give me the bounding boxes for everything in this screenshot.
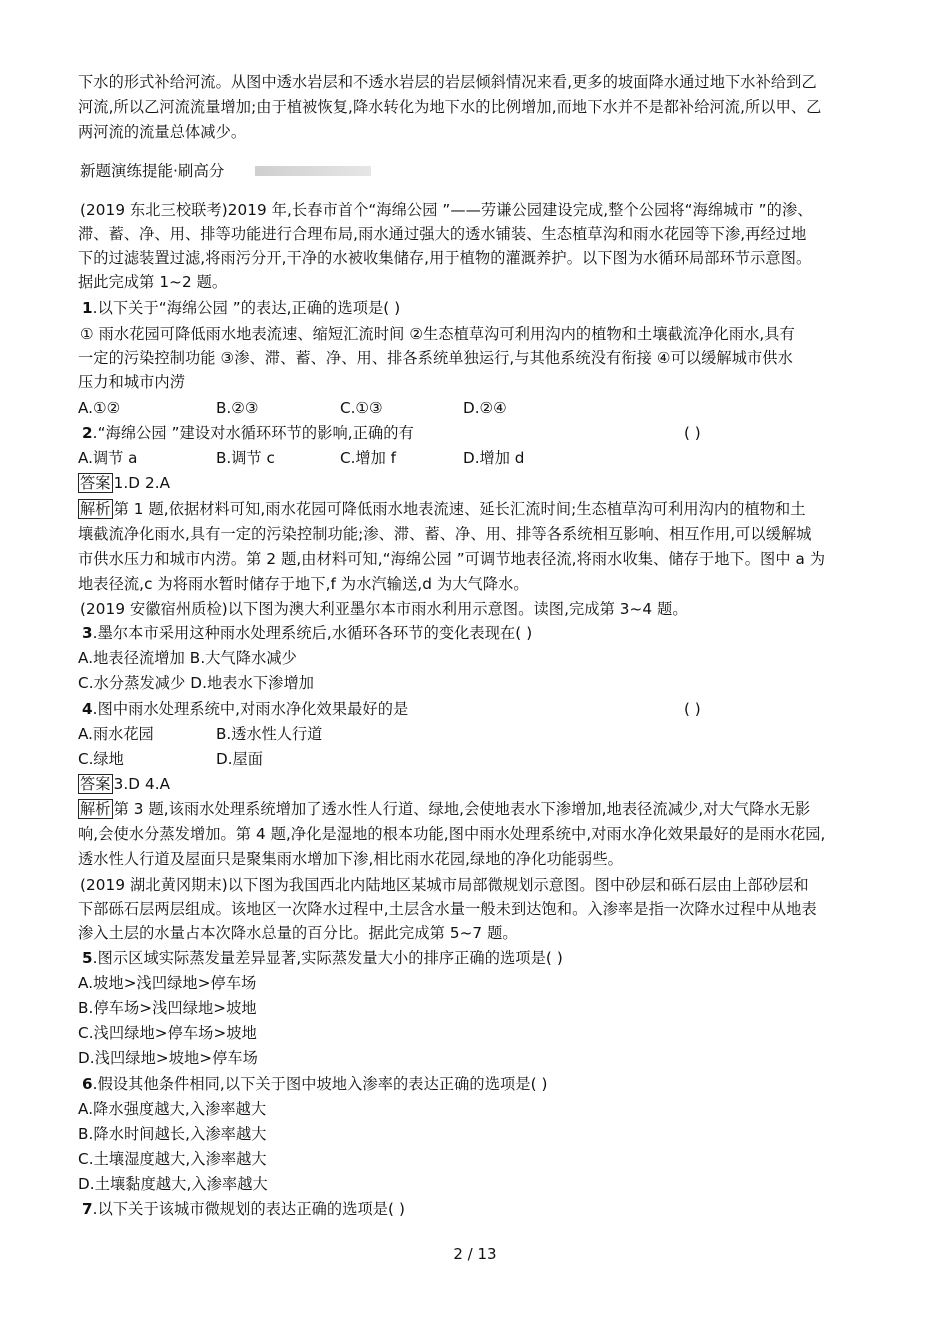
analysis-text: 第 3 题,该雨水处理系统增加了透水性人行道、绿地,会使地表水下渗增加,地表径流减少,对大气降水无影 bbox=[113, 800, 811, 818]
question-2-option-c: C.增加 f bbox=[340, 449, 396, 467]
question-3-stem bbox=[82, 622, 532, 644]
answer-3-4 bbox=[78, 773, 170, 795]
question-text: .以下关于该城市微规划的表达正确的选项是( ) bbox=[92, 1200, 406, 1218]
question-6-option-a: A.降水强度越大,入渗率越大 bbox=[78, 1100, 267, 1118]
question-4-option-b: B.透水性人行道 bbox=[216, 725, 323, 743]
intro-line-1: 下水的形式补给河流。从图中透水岩层和不透水岩层的岩层倾斜情况来看,更多的坡面降水通过地下水补给到乙 bbox=[78, 73, 817, 91]
question-1-option-c: C.①③ bbox=[340, 399, 383, 417]
passage-1-line-4: 据此完成第 1~2 题。 bbox=[78, 273, 228, 291]
section-title: 新题演练提能·刷高分 bbox=[80, 162, 225, 180]
passage-3-line-2: 下部砾石层两层组成。该地区一次降水过程中,土层含水量一般未到达饱和。入渗率是指一次降水过程中从地表 bbox=[78, 900, 817, 918]
question-3-options-2: C.水分蒸发减少 D.地表水下渗增加 bbox=[78, 674, 315, 692]
question-1-option-d: D.②④ bbox=[463, 399, 507, 417]
answer-1-2 bbox=[78, 472, 170, 494]
question-5-option-d: D.浅凹绿地>坡地>停车场 bbox=[78, 1049, 258, 1067]
section-title-bar bbox=[255, 166, 371, 176]
question-5-option-a: A.坡地>浅凹绿地>停车场 bbox=[78, 974, 257, 992]
question-number: 4 bbox=[82, 700, 93, 718]
question-6-option-d: D.土壤黏度越大,入渗率越大 bbox=[78, 1175, 268, 1193]
analysis-1-2-line-2: 壤截流净化雨水,具有一定的污染控制功能;渗、滞、蓄、净、用、排等各系统相互影响、相互作用,可以缓解城 bbox=[78, 525, 812, 543]
intro-line-2: 河流,所以乙河流流量增加;由于植被恢复,降水转化为地下水的比例增加,而地下水并不是都补给河流,所以甲、乙 bbox=[78, 98, 822, 116]
question-4-option-c: C.绿地 bbox=[78, 750, 124, 768]
question-4-option-d: D.屋面 bbox=[216, 750, 263, 768]
passage-3-line-3: 渗入土层的水量占本次降水总量的百分比。据此完成第 5~7 题。 bbox=[78, 924, 518, 942]
question-1-statements-2: 一定的污染控制功能 ③渗、滞、蓄、净、用、排各系统单独运行,与其他系统没有衔接 ④可以缓解城市供水 bbox=[78, 349, 793, 367]
passage-1-line-1: (2019 东北三校联考)2019 年,长春市首个“海绵公园 ”——劳谦公园建设完成,整个公园将“海绵城市 ”的渗、 bbox=[80, 201, 813, 219]
analysis-text: 第 1 题,依据材料可知,雨水花园可降低雨水地表流速、延长汇流时间;生态植草沟可利用沟内的植物和土 bbox=[113, 500, 806, 518]
analysis-3-4-line-3: 透水性人行道及屋面只是聚集雨水增加下渗,相比雨水花园,绿地的净化功能弱些。 bbox=[78, 850, 623, 868]
question-2-answer-blank: ( ) bbox=[684, 424, 701, 442]
question-5-stem bbox=[82, 947, 563, 969]
question-6-stem bbox=[82, 1073, 548, 1095]
question-text: .假设其他条件相同,以下关于图中坡地入渗率的表达正确的选项是( ) bbox=[92, 1075, 548, 1093]
answer-label: 答案 bbox=[80, 775, 111, 793]
question-1-stem bbox=[82, 297, 400, 319]
question-text: .墨尔本市采用这种雨水处理系统后,水循环各环节的变化表现在( ) bbox=[92, 624, 533, 642]
answer-text: 3.D 4.A bbox=[113, 775, 171, 793]
question-text: .图中雨水处理系统中,对雨水净化效果最好的是 bbox=[92, 700, 409, 718]
question-text: .图示区域实际蒸发量差异显著,实际蒸发量大小的排序正确的选项是( ) bbox=[92, 949, 563, 967]
analysis-1-2-line-4: 地表径流,c 为将雨水暂时储存于地下,f 为水汽输送,d 为大气降水。 bbox=[78, 575, 529, 593]
analysis-1-2-line-3: 市供水压力和城市内涝。第 2 题,由材料可知,“海绵公园 ”可调节地表径流,将雨水收集、储存于地下。图中 a 为 bbox=[78, 550, 826, 568]
analysis-3-4-line-1 bbox=[78, 798, 810, 820]
passage-1-line-2: 滞、蓄、净、用、排等功能进行合理布局,雨水通过强大的透水铺装、生态植草沟和雨水花园等下渗,再经过地 bbox=[78, 225, 807, 243]
question-text: .以下关于“海绵公园 ”的表达,正确的选项是( ) bbox=[92, 299, 401, 317]
intro-line-3: 两河流的流量总体减少。 bbox=[78, 123, 247, 141]
question-5-option-b: B.停车场>浅凹绿地>坡地 bbox=[78, 999, 257, 1017]
analysis-label: 解析 bbox=[80, 500, 111, 518]
question-number: 5 bbox=[82, 949, 93, 967]
question-1-option-a: A.①② bbox=[78, 399, 121, 417]
question-number: 2 bbox=[82, 424, 93, 442]
passage-1-line-3: 下的过滤装置过滤,将雨污分开,干净的水被收集储存,用于植物的灌溉养护。以下图为水循环局部环节示意图。 bbox=[78, 249, 812, 267]
question-number: 3 bbox=[82, 624, 93, 642]
question-2-option-a: A.调节 a bbox=[78, 449, 138, 467]
question-3-options-1: A.地表径流增加 B.大气降水减少 bbox=[78, 649, 297, 667]
analysis-label: 解析 bbox=[80, 800, 111, 818]
page-number: 2 / 13 bbox=[453, 1245, 497, 1263]
question-6-option-b: B.降水时间越长,入渗率越大 bbox=[78, 1125, 267, 1143]
question-2-option-d: D.增加 d bbox=[463, 449, 525, 467]
answer-label: 答案 bbox=[80, 474, 111, 492]
passage-2-line-1: (2019 安徽宿州质检)以下图为澳大利亚墨尔本市雨水利用示意图。读图,完成第 3~4 题。 bbox=[80, 600, 688, 618]
question-2-option-b: B.调节 c bbox=[216, 449, 275, 467]
question-1-option-b: B.②③ bbox=[216, 399, 259, 417]
answer-text: 1.D 2.A bbox=[113, 474, 171, 492]
analysis-3-4-line-2: 响,会使水分蒸发增加。第 4 题,净化是湿地的根本功能,图中雨水处理系统中,对雨水净化效果最好的是雨水花园, bbox=[78, 825, 826, 843]
question-number: 7 bbox=[82, 1200, 93, 1218]
analysis-1-2-line-1 bbox=[78, 498, 806, 520]
question-text: .“海绵公园 ”建设对水循环环节的影响,正确的有 bbox=[92, 424, 414, 442]
question-7-stem bbox=[82, 1198, 405, 1220]
question-6-option-c: C.土壤湿度越大,入渗率越大 bbox=[78, 1150, 267, 1168]
passage-3-line-1: (2019 湖北黄冈期末)以下图为我国西北内陆地区某城市局部微规划示意图。图中砂层和砾石层由上部砂层和 bbox=[80, 876, 809, 894]
question-number: 6 bbox=[82, 1075, 93, 1093]
question-4-answer-blank: ( ) bbox=[684, 700, 701, 718]
question-1-statements-1: ① 雨水花园可降低雨水地表流速、缩短汇流时间 ②生态植草沟可利用沟内的植物和土壤截流净化雨水,具有 bbox=[80, 325, 795, 343]
question-4-stem bbox=[82, 698, 408, 720]
question-number: 1 bbox=[82, 299, 93, 317]
question-4-option-a: A.雨水花园 bbox=[78, 725, 154, 743]
question-5-option-c: C.浅凹绿地>停车场>坡地 bbox=[78, 1024, 257, 1042]
question-2-stem bbox=[82, 422, 414, 444]
question-1-statements-3: 压力和城市内涝 bbox=[78, 373, 186, 391]
